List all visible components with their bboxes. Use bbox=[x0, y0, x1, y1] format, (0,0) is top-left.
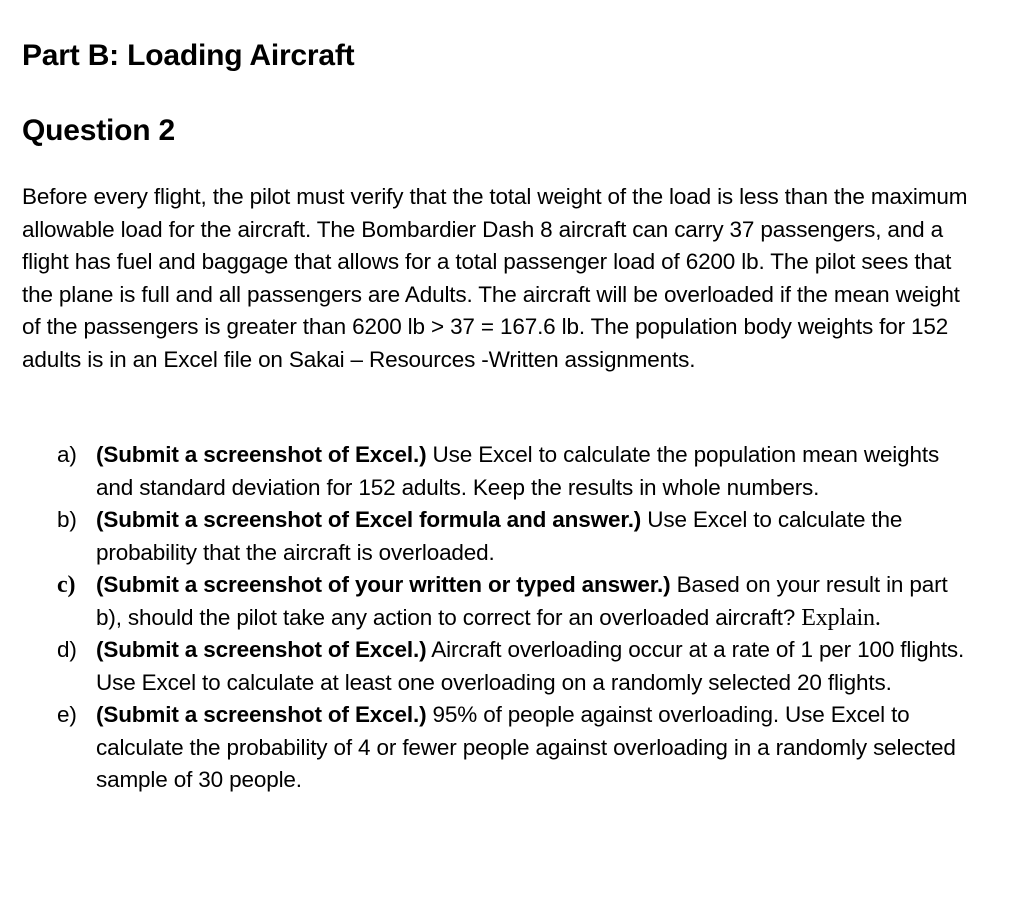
question-item-e bbox=[0, 699, 976, 797]
question-marker: c) bbox=[57, 572, 76, 598]
question-instruction: (Submit a screenshot of Excel.) bbox=[96, 702, 427, 727]
question-item-c bbox=[0, 569, 976, 634]
question-text: 95% of people against overloading. Use Excel to calculate the probability of 4 or fewer people against overloading in a randomly selected sample of 30 people. bbox=[96, 702, 956, 792]
question-text: Based on your result in part b), should the pilot take any action to correct for an overloaded aircraft? bbox=[96, 572, 948, 630]
question-instruction: (Submit a screenshot of Excel.) bbox=[96, 637, 427, 662]
question-text: Use Excel to calculate the probability that the aircraft is overloaded. bbox=[96, 507, 903, 565]
question-text: Use Excel to calculate the population mean weights and standard deviation for 152 adults. Keep the results in whole numbers. bbox=[96, 442, 940, 500]
question-title: Question 2 bbox=[22, 114, 176, 147]
question-marker: b) bbox=[57, 507, 77, 532]
question-item-b bbox=[0, 504, 976, 569]
question-marker: a) bbox=[57, 442, 77, 467]
question-marker: d) bbox=[57, 637, 77, 662]
question-instruction: (Submit a screenshot of Excel.) bbox=[96, 442, 427, 467]
part-title: Part B: Loading Aircraft bbox=[22, 39, 355, 72]
question-text-tail: Explain. bbox=[801, 604, 881, 631]
question-item-d bbox=[0, 634, 976, 699]
question-text: Aircraft overloading occur at a rate of 1 per 100 flights. Use Excel to calculate at least one overloading on a randomly selected 20 flights. bbox=[96, 637, 965, 695]
question-list bbox=[0, 439, 1024, 797]
question-instruction: (Submit a screenshot of Excel formula and answer.) bbox=[96, 507, 642, 532]
question-marker: e) bbox=[57, 702, 77, 727]
question-instruction: (Submit a screenshot of your written or typed answer.) bbox=[96, 572, 671, 597]
question-item-a bbox=[0, 439, 976, 504]
intro-paragraph: Before every flight, the pilot must verify that the total weight of the load is less than the maximum allowable load for the aircraft. The Bombardier Dash 8 aircraft can carry 37 passengers, and a flight has fuel and baggage that allows for a total passenger load of 6200 lb. The pilot sees that the plane is full and all passengers are Adults. The aircraft will be overloaded if the mean weight of the passengers is greater than 6200 lb > 37 = 167.6 lb. The population body weights for 152 adults is in an Excel file on Sakai – Resources -Written assignments. bbox=[22, 184, 968, 372]
